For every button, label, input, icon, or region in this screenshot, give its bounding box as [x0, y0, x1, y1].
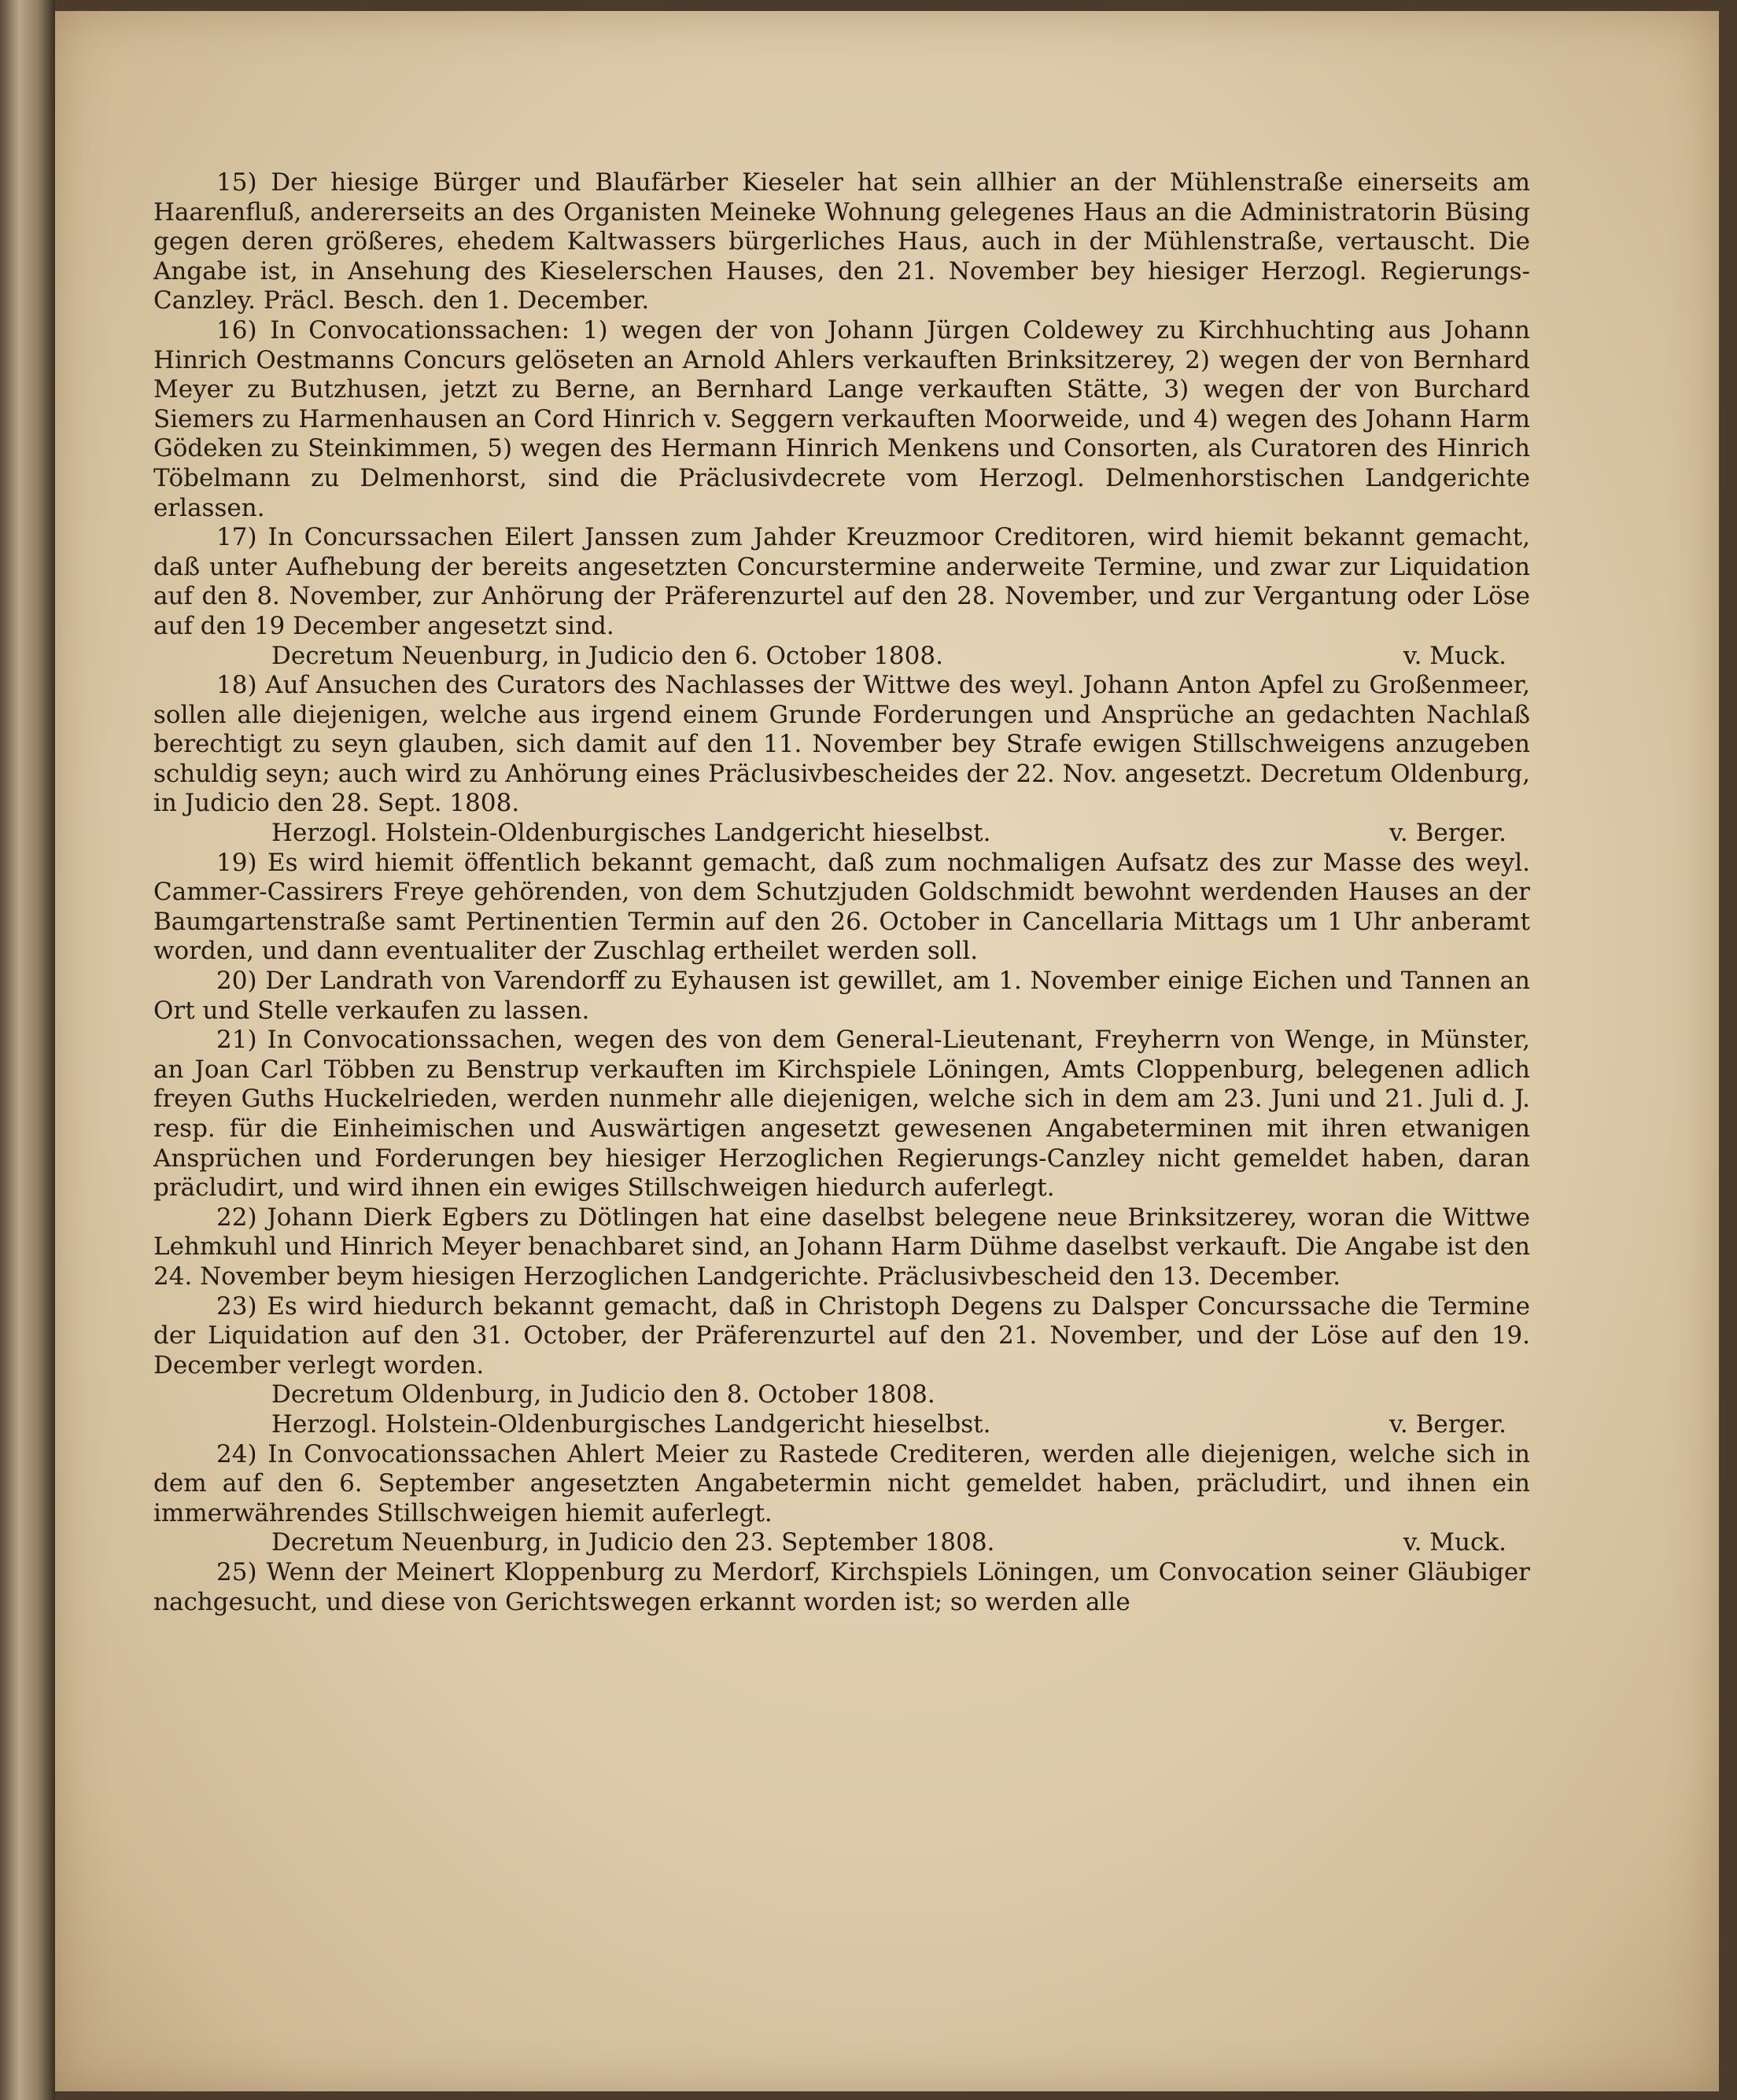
decree-text: Decretum Neuenburg, in Judicio den 6. October 1808. [271, 641, 943, 670]
page-text [153, 168, 1530, 1617]
page-sheet [55, 11, 1719, 2091]
signature: v. Berger. [1389, 819, 1507, 848]
court-name: Herzogl. Holstein-Oldenburgisches Landgericht hieselbst. [271, 819, 991, 848]
entry-18: 18) Auf Ansuchen des Curators des Nachlasses der Wittwe des weyl. Johann Anton Apfel zu Großenmeer, sollen alle diejenigen, welche aus irgend einem Grunde Forderungen und Ansprüche an gedachten Nachlaß berechtigt zu seyn glauben, sich damit auf den 11. November bey Strafe ewigen Stillschweigens anzugeben schuldig seyn; auch wird zu Anhörung eines Präclusivbescheides der 22. Nov. angesetzt. Decretum Oldenburg, in Judicio den 28. Sept. 1808. [153, 671, 1530, 818]
signature: v. Muck. [1403, 641, 1507, 670]
entry-24: 24) In Convocationssachen Ahlert Meier zu Rastede Crediteren, werden alle diejenigen, welche sich in dem auf den 6. September angesetzten Angabetermin nicht gemeldet haben, präcludirt, und ihnen ein immerwährendes Stillschweigen hiemit auferlegt. [153, 1439, 1530, 1527]
entry-20: 20) Der Landrath von Varendorff zu Eyhausen ist gewillet, am 1. November einige Eichen und Tannen an Ort und Stelle verkaufen zu lassen. [153, 967, 1530, 1025]
signature: v. Muck. [1403, 1528, 1507, 1557]
decree-line [153, 819, 1530, 849]
entry-19: 19) Es wird hiemit öffentlich bekannt gemacht, daß zum nochmaligen Aufsatz des zur Masse des weyl. Cammer-Cassirers Freye gehörenden, von dem Schutzjuden Goldschmidt bewohnt werdenden Hauses an der Baumgartenstraße samt Pertinentien Termin auf den 26. October in Cancellaria Mittags um 1 Uhr anberamt worden, und dann eventualiter der Zuschlag ertheilet werden soll. [153, 848, 1530, 966]
court-name: Herzogl. Holstein-Oldenburgisches Landgericht hieselbst. [271, 1409, 991, 1439]
previous-page-edge [0, 0, 55, 2100]
decree-text: Decretum Neuenburg, in Judicio den 23. September 1808. [271, 1528, 995, 1557]
entry-16: 16) In Convocationssachen: 1) wegen der von Johann Jürgen Coldewey zu Kirchhuchting aus Johann Hinrich Oestmanns Concurs gelöseten an Arnold Ahlers verkauften Brinksitzerey, 2) wegen der von Bernhard Meyer zu Butzhusen, jetzt zu Berne, an Bernhard Lange verkauften Stätte, 3) wegen der von Burchard Siemers zu Harmenhausen an Cord Hinrich v. Seggern verkauften Moorweide, und 4) wegen des Johann Harm Gödeken zu Steinkimmen, 5) wegen des Hermann Hinrich Menkens und Consorten, als Curatoren des Hinrich Töbelmann zu Delmenhorst, sind die Präclusivdecrete vom Herzogl. Delmenhorstischen Landgerichte erlassen. [153, 315, 1530, 522]
decree-text: Decretum Oldenburg, in Judicio den 8. October 1808. [271, 1380, 935, 1409]
decree-line [153, 642, 1530, 672]
entry-15: 15) Der hiesige Bürger und Blaufärber Kieseler hat sein allhier an der Mühlenstraße einerseits am Haarenfluß, andererseits an des Organisten Meineke Wohnung gelegenes Haus an die Administratorin Büsing gegen deren größeres, ehedem Kaltwassers bürgerliches Haus, auch in der Mühlenstraße, vertauscht. Die Angabe ist, in Ansehung des Kieselerschen Hauses, den 21. November bey hiesiger Herzogl. Regierungs-Canzley. Präcl. Besch. den 1. December. [153, 168, 1530, 315]
decree-line [153, 1410, 1530, 1440]
signature: v. Berger. [1389, 1409, 1507, 1439]
entry-25: 25) Wenn der Meinert Kloppenburg zu Merdorf, Kirchspiels Löningen, um Convocation seiner Gläubiger nachgesucht, und diese von Gerichtswegen erkannt worden ist; so werden alle [153, 1557, 1530, 1616]
entry-23: 23) Es wird hiedurch bekannt gemacht, daß in Christoph Degens zu Dalsper Concurssache die Termine der Liquidation auf den 31. October, der Präferenzurtel auf den 21. November, und der Löse auf den 19. December verlegt worden. [153, 1291, 1530, 1380]
entry-17: 17) In Concurssachen Eilert Janssen zum Jahder Kreuzmoor Creditoren, wird hiemit bekannt gemacht, daß unter Aufhebung der bereits angesetzten Concurstermine anderweite Termine, und zwar zur Liquidation auf den 8. November, zur Anhörung der Präferenzurtel auf den 28. November, und zur Vergantung oder Löse auf den 19 December angesetzt sind. [153, 523, 1530, 640]
entry-22: 22) Johann Dierk Egbers zu Dötlingen hat eine daselbst belegene neue Brinksitzerey, woran die Wittwe Lehmkuhl und Hinrich Meyer benachbaret sind, an Johann Harm Dühme daselbst verkauft. Die Angabe ist den 24. November beym hiesigen Herzoglichen Landgerichte. Präclusivbescheid den 13. December. [153, 1203, 1530, 1291]
decree-line [153, 1380, 1530, 1410]
decree-line [153, 1528, 1530, 1558]
entry-21: 21) In Convocationssachen, wegen des von dem General-Lieutenant, Freyherrn von Wenge, in Münster, an Joan Carl Többen zu Benstrup verkauften im Kirchspiele Löningen, Amts Cloppenburg, belegenen adlich freyen Guths Huckelrieden, werden nunmehr alle diejenigen, welche sich in dem am 23. Juni und 21. Juli d. J. resp. für die Einheimischen und Auswärtigen angesetzt gewesenen Angabeterminen mit ihren etwanigen Ansprüchen und Forderungen bey hiesiger Herzoglichen Regierungs-Canzley nicht gemeldet haben, daran präcludirt, und wird ihnen ein ewiges Stillschweigen hiedurch auferlegt. [153, 1026, 1530, 1203]
